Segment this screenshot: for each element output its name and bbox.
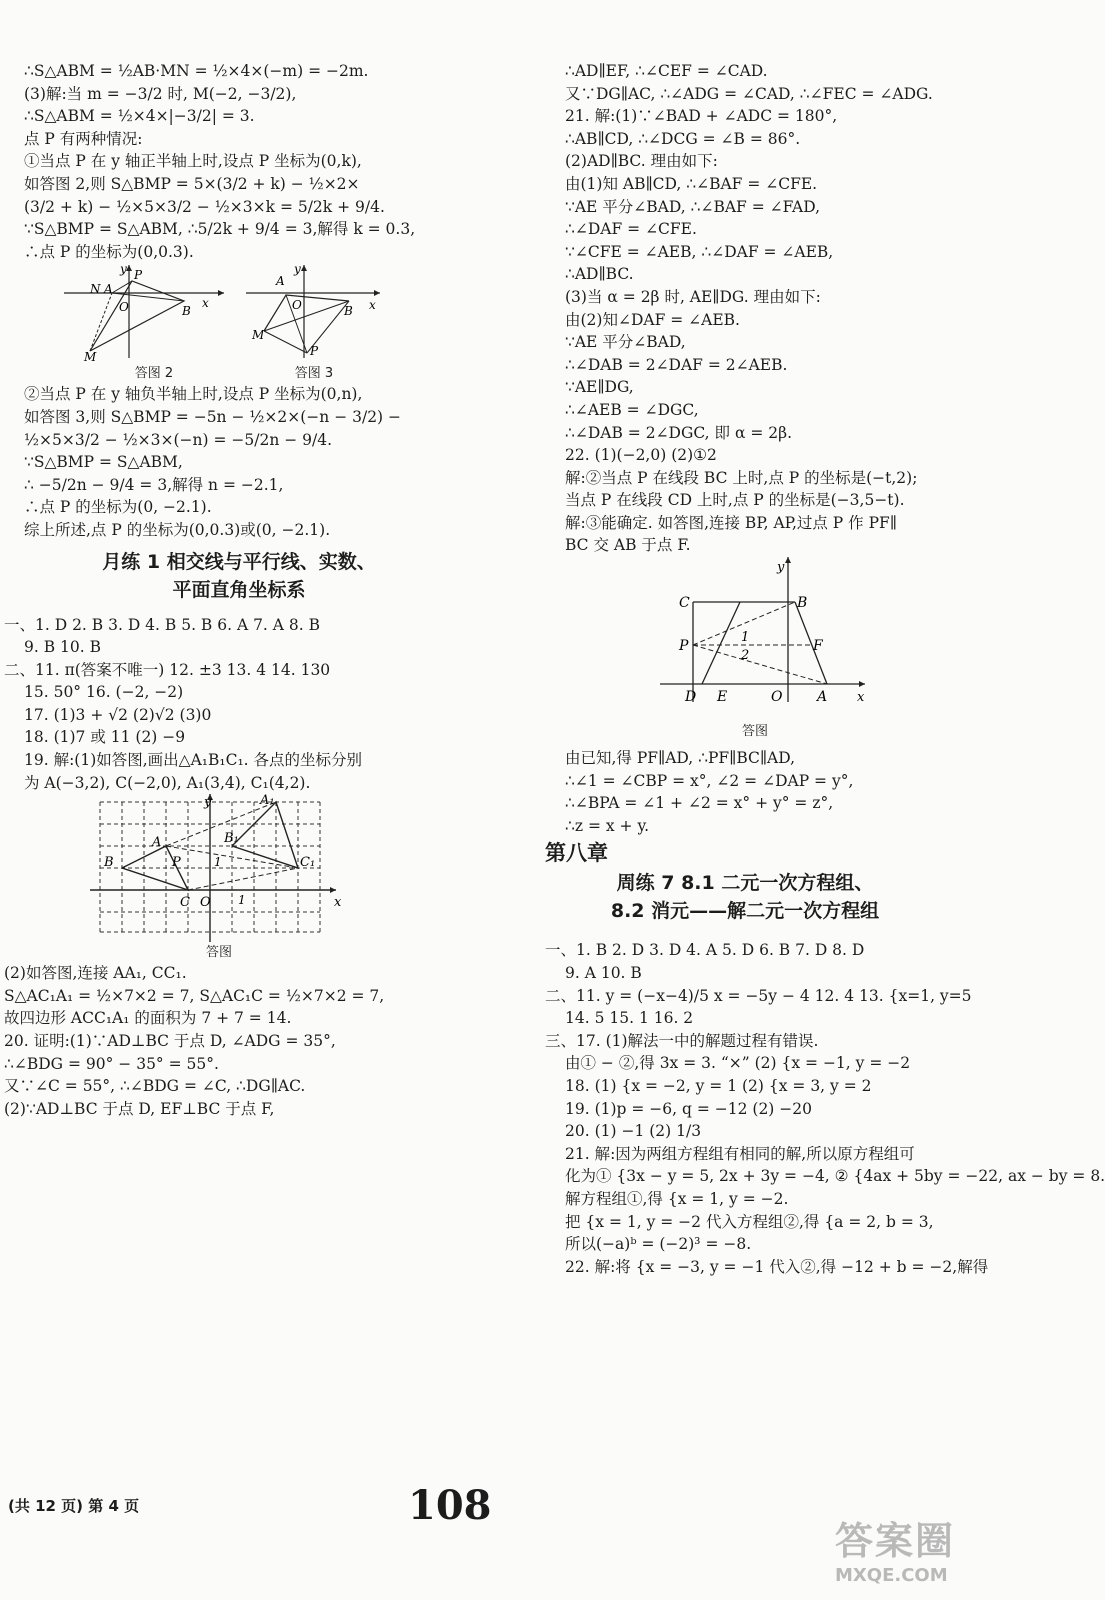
text-line: ∵AE∥DG,	[565, 378, 634, 397]
fig3-label: y	[294, 262, 301, 277]
left-top-block	[24, 60, 454, 263]
grid-figure-svg	[24, 794, 454, 942]
text-line: 化为① {3x − y = 5, 2x + 3y = −4, ② {4ax + 5by = −22, ax − by = 8.	[565, 1167, 1105, 1186]
text-line: ½×5×3/2 − ½×3×(−n) = −5/2n − 9/4.	[24, 430, 333, 449]
text-line: ∴S△ABM = ½×4×|−3/2| = 3.	[24, 107, 255, 126]
fig2-label: A	[104, 282, 113, 297]
grid-figure	[24, 794, 454, 962]
section-title-line: 月练 1 相交线与平行线、实数、	[102, 550, 376, 573]
text-line: 一、1. D 2. B 3. D 4. B 5. B 6. A 7. A 8. B	[4, 615, 321, 634]
grid-label: 1	[238, 893, 246, 908]
text-line: ∵AE 平分∠BAD,	[565, 333, 686, 352]
text-line: ∵S△BMP = S△ABM,	[24, 453, 183, 472]
chapter-title: 第八章	[545, 841, 608, 866]
watermark-text: 答案圈	[835, 1519, 956, 1563]
right-fig-label: D	[685, 689, 697, 706]
grid-label: C	[180, 895, 190, 911]
fig3-label: x	[369, 298, 376, 313]
section-title-line: 周练 7 8.1 二元一次方程组、	[616, 872, 874, 895]
footer-page-info: (共 12 页) 第 4 页	[8, 1497, 140, 1515]
text-line: 18. (1)7 或 11 (2) −9	[24, 728, 186, 747]
text-line: 14. 5 15. 1 16. 2	[565, 1009, 694, 1028]
fig2-label: P	[134, 268, 143, 283]
text-line: ∴∠DAF = ∠CFE.	[565, 220, 697, 239]
left-mid-block	[24, 383, 454, 541]
section-title-weekly-7	[545, 869, 945, 925]
fig3-label: P	[310, 344, 319, 359]
fig2-label: N	[90, 282, 101, 297]
fig3-label: O	[292, 298, 302, 313]
text-line: 22. 解:将 {x = −3, y = −1 代入②,得 −12 + b = −2,解得	[565, 1257, 989, 1276]
text-line: 18. (1) {x = −2, y = 1 (2) {x = 3, y = 2	[565, 1077, 872, 1095]
text-line: 如答图 2,则 S△BMP = 5×(3/2 + k) − ½×2×	[24, 174, 360, 193]
text-line: ∴点 P 的坐标为(0, −2.1).	[24, 498, 212, 517]
figure-2-svg	[24, 263, 454, 363]
text-line: ∴z = x + y.	[565, 816, 650, 835]
page-number: 108	[408, 1482, 492, 1529]
text-line: 为 A(−3,2), C(−2,0), A₁(3,4), C₁(4,2).	[24, 773, 311, 792]
fig2-label: x	[202, 296, 209, 311]
text-line: ∴AB∥CD, ∴∠DCG = ∠B = 86°.	[565, 129, 801, 148]
text-line: 21. 解:因为两组方程组有相同的解,所以原方程组可	[565, 1144, 915, 1163]
text-line: (2)如答图,连接 AA₁, CC₁.	[4, 964, 187, 983]
text-line: 二、11. y = (−x−4)/5 x = −5y − 4 12. 4 13. {x=1, y=5	[545, 986, 972, 1005]
text-line: 三、17. (1)解法一中的解题过程有错误.	[545, 1031, 819, 1050]
fig3-label: A	[276, 274, 285, 289]
fig2-label: y	[120, 262, 127, 277]
text-line: 20. (1) −1 (2) 1/3	[565, 1122, 702, 1141]
left-answers-block	[4, 614, 454, 795]
text-line: 19. (1)p = −6, q = −12 (2) −20	[565, 1099, 812, 1118]
right-column	[545, 60, 1105, 1278]
right-mid-block	[545, 747, 945, 837]
left-column	[4, 60, 454, 1120]
text-line: 21. 解:(1)∵∠BAD + ∠ADC = 180°,	[565, 107, 838, 126]
text-line: 解:②当点 P 在线段 BC 上时,点 P 的坐标是(−t,2);	[565, 468, 918, 487]
text-line: ∴AD∥BC.	[565, 265, 634, 284]
section-title-line: 8.2 消元——解二元一次方程组	[610, 900, 880, 923]
text-line: 如答图 3,则 S△BMP = −5n − ½×2×(−n − 3/2) −	[24, 407, 402, 426]
text-line: 22. (1)(−2,0) (2)①2	[565, 446, 717, 465]
text-line: ∴点 P 的坐标为(0,0.3).	[24, 242, 194, 261]
text-line: 9. A 10. B	[565, 964, 642, 983]
text-line: 又∵∠C = 55°, ∴∠BDG = ∠C, ∴DG∥AC.	[4, 1077, 306, 1096]
figure-row-2-3	[24, 263, 454, 383]
text-line: (3)当 α = 2β 时, AE∥DG. 理由如下:	[565, 287, 821, 306]
text-line: 解方程组①,得 {x = 1, y = −2.	[565, 1189, 789, 1208]
grid-label: A	[152, 835, 162, 851]
grid-label: B₁	[224, 831, 239, 847]
fig2-label: O	[119, 300, 129, 315]
grid-label: O	[200, 895, 211, 911]
text-line: (2)∵AD⊥BC 于点 D, EF⊥BC 于点 F,	[4, 1099, 275, 1118]
text-line: ②当点 P 在 y 轴负半轴上时,设点 P 坐标为(0,n),	[24, 385, 363, 404]
right-fig-label: A	[817, 689, 828, 706]
right-top-block	[545, 60, 945, 557]
right-fig-label: B	[797, 595, 808, 612]
text-line: 解:③能确定. 如答图,连接 BP, AP,过点 P 作 PF∥	[565, 513, 897, 532]
text-line: ∴∠AEB = ∠DGC,	[565, 400, 699, 419]
right-figure-caption: 答图	[741, 724, 768, 740]
watermark-logo	[835, 1510, 985, 1590]
fig2-label: B	[182, 304, 191, 319]
text-line: (2)AD∥BC. 理由如下:	[565, 152, 718, 171]
right-fig-label: 1	[741, 630, 750, 646]
left-bottom-block	[4, 962, 454, 1120]
text-line: 15. 50° 16. (−2, −2)	[24, 683, 184, 702]
section-title-monthly-1	[24, 548, 454, 604]
grid-label: y	[204, 795, 212, 811]
right-fig-label: x	[857, 690, 865, 706]
text-line: 一、1. B 2. D 3. D 4. A 5. D 6. B 7. D 8. D	[545, 941, 865, 960]
right-fig-label: F	[813, 638, 823, 655]
text-line: ∴ −5/2n − 9/4 = 3,解得 n = −2.1,	[24, 475, 284, 494]
fig3-label: B	[344, 304, 353, 319]
grid-label: 1	[214, 855, 222, 870]
grid-label: C₁	[300, 855, 316, 871]
grid-label: A₁	[260, 793, 275, 809]
text-line: ∴∠DAB = 2∠DGC, 即 α = 2β.	[565, 423, 793, 442]
text-line: 点 P 有两种情况:	[24, 129, 143, 148]
text-line: 19. 解:(1)如答图,画出△A₁B₁C₁. 各点的坐标分别	[24, 751, 363, 770]
text-line: ①当点 P 在 y 轴正半轴上时,设点 P 坐标为(0,k),	[24, 152, 362, 171]
grid-label: x	[334, 895, 342, 911]
text-line: ∵S△BMP = S△ABM, ∴5/2k + 9/4 = 3,解得 k = 0.3,	[24, 220, 416, 239]
text-line: 故四边形 ACC₁A₁ 的面积为 7 + 7 = 14.	[4, 1009, 292, 1028]
text-line: 20. 证明:(1)∵AD⊥BC 于点 D, ∠ADG = 35°,	[4, 1032, 336, 1051]
text-line: S△AC₁A₁ = ½×7×2 = 7, S△AC₁C = ½×7×2 = 7,	[4, 986, 385, 1005]
figure-2-caption: 答图 2	[134, 366, 174, 382]
grid-label: B	[104, 855, 114, 871]
text-line: 当点 P 在线段 CD 上时,点 P 的坐标是(−3,5−t).	[565, 491, 905, 510]
right-answers-block	[545, 939, 1105, 1278]
text-line: 二、11. π(答案不唯一) 12. ±3 13. 4 14. 130	[4, 660, 331, 679]
section-title-line: 平面直角坐标系	[172, 578, 306, 601]
grid-figure-caption: 答图	[205, 945, 232, 961]
text-line: 由(2)知∠DAF = ∠AEB.	[565, 310, 740, 329]
fig2-label: M	[84, 350, 97, 365]
text-line: 17. (1)3 + √2 (2)√2 (3)0	[24, 705, 212, 724]
right-fig-label: O	[771, 689, 783, 706]
text-line: ∴∠1 = ∠CBP = x°, ∠2 = ∠DAP = y°,	[565, 771, 854, 790]
figure-3-caption: 答图 3	[294, 366, 334, 382]
text-line: 9. B 10. B	[24, 638, 102, 657]
fig3-label: M	[252, 328, 265, 343]
right-fig-label: E	[717, 689, 728, 706]
grid-label: P	[172, 855, 181, 871]
right-fig-label: C	[679, 595, 690, 612]
right-fig-label: P	[679, 638, 689, 655]
text-line: ∴AD∥EF, ∴∠CEF = ∠CAD.	[565, 62, 768, 80]
text-line: ∵AE 平分∠BAD, ∴∠BAF = ∠FAD,	[565, 197, 821, 216]
text-line: ∴∠BDG = 90° − 35° = 55°.	[4, 1054, 219, 1073]
text-line: 把 {x = 1, y = −2 代入方程组②,得 {a = 2, b = 3,	[565, 1212, 934, 1231]
right-fig-label: 2	[741, 648, 750, 664]
text-line: ∵∠CFE = ∠AEB, ∴∠DAF = ∠AEB,	[565, 242, 834, 261]
text-line: 又∵DG∥AC, ∴∠ADG = ∠CAD, ∴∠FEC = ∠ADG.	[565, 84, 933, 103]
watermark-url: MXQE.COM	[835, 1565, 948, 1586]
text-line: 所以(−a)ᵇ = (−2)³ = −8.	[565, 1235, 752, 1254]
text-line: 由(1)知 AB∥CD, ∴∠BAF = ∠CFE.	[565, 174, 818, 193]
text-line: ∴S△ABM = ½AB·MN = ½×4×(−m) = −2m.	[24, 62, 369, 80]
text-line: 综上所述,点 P 的坐标为(0,0.3)或(0, −2.1).	[24, 520, 331, 539]
text-line: BC 交 AB 于点 F.	[565, 536, 691, 555]
text-line: 由已知,得 PF∥AD, ∴PF∥BC∥AD,	[565, 749, 796, 768]
right-figure	[545, 557, 945, 747]
text-line: ∴∠DAB = 2∠DAF = 2∠AEB.	[565, 355, 788, 374]
text-line: (3)解:当 m = −3/2 时, M(−2, −3/2),	[24, 84, 297, 103]
text-line: ∴∠BPA = ∠1 + ∠2 = x° + y° = z°,	[565, 794, 834, 813]
right-figure-svg	[545, 557, 945, 727]
text-line: 由① − ②,得 3x = 3. “×” (2) {x = −1, y = −2	[565, 1054, 911, 1073]
text-line: (3/2 + k) − ½×5×3/2 − ½×3×k = 5/2k + 9/4.	[24, 197, 385, 216]
right-fig-label: y	[777, 560, 785, 576]
